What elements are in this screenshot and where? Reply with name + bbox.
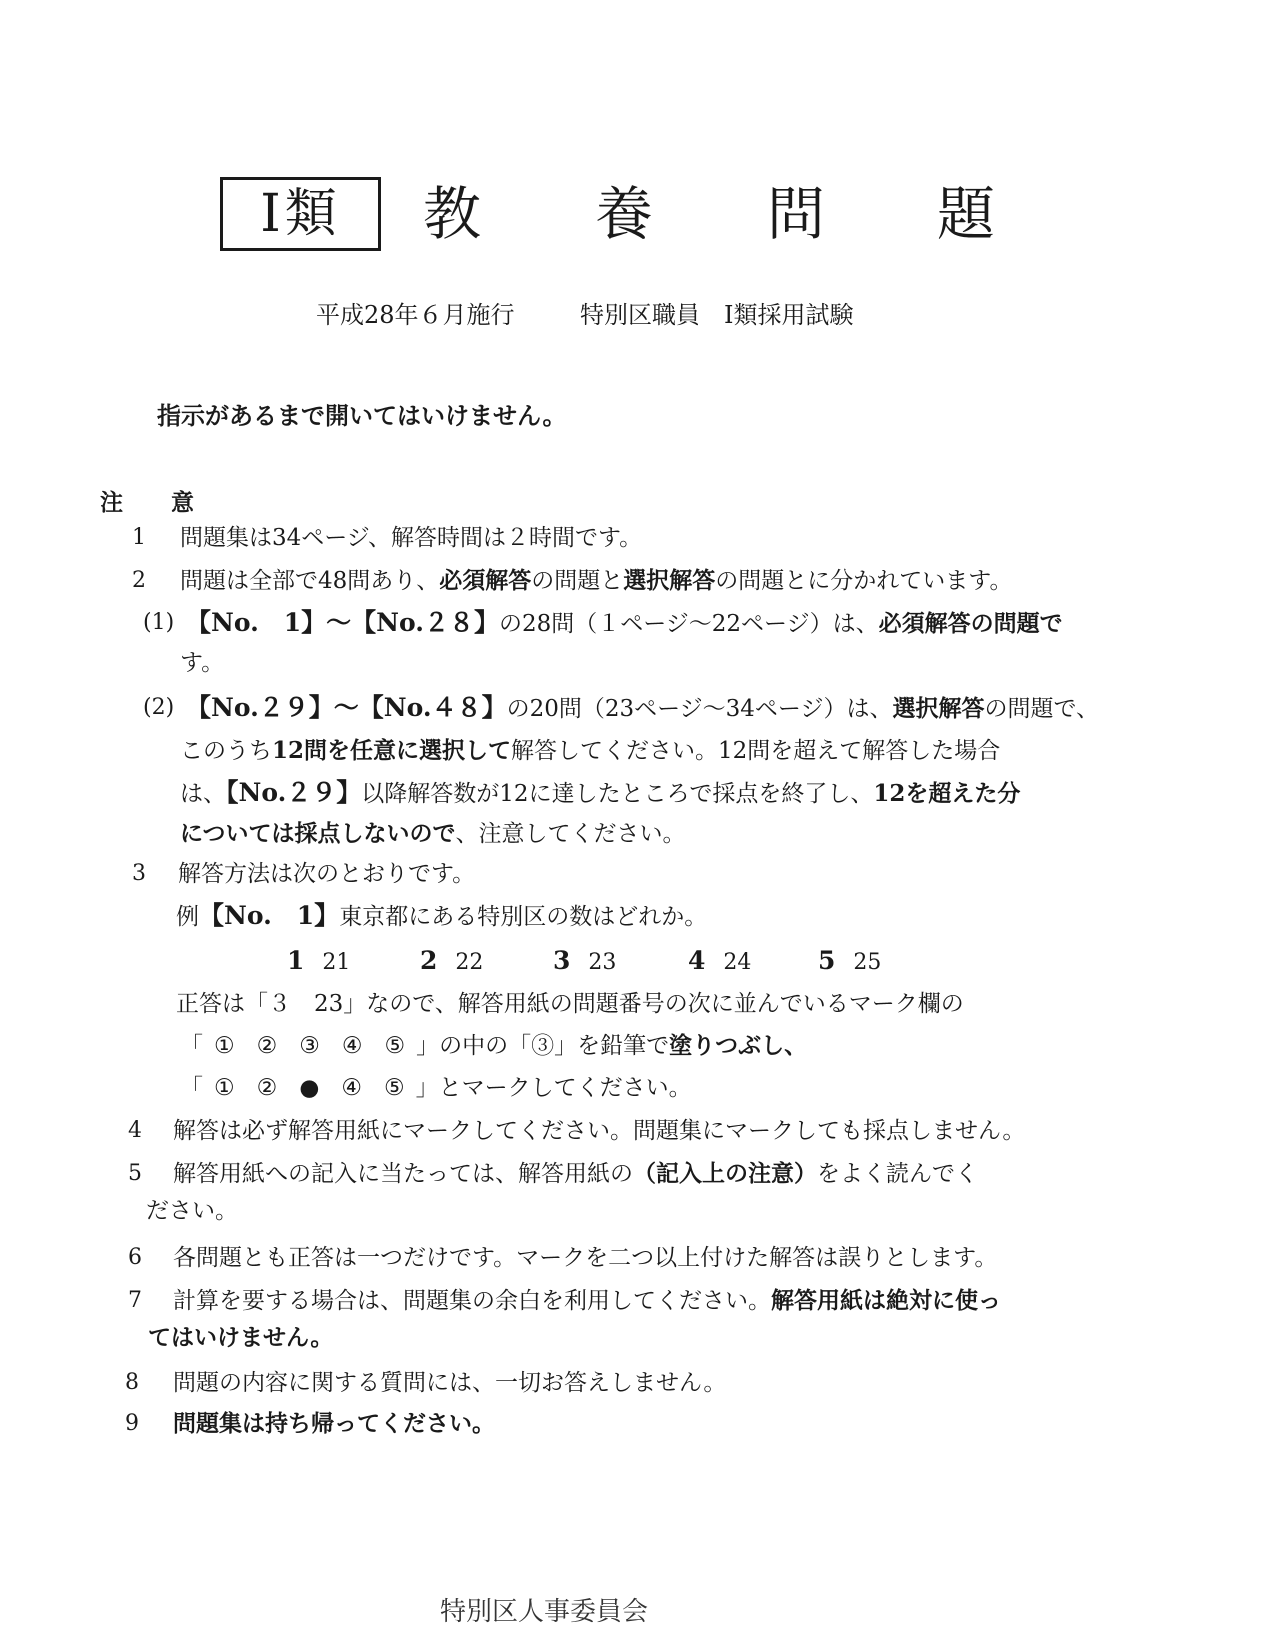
item-9-text: 問題集は持ち帰ってください。: [173, 1410, 495, 1437]
example-answer-explanation: 正答は「３ 23」なので、解答用紙の問題番号の次に並んでいるマーク欄の: [176, 991, 964, 1017]
item-1-text: 問題集は34ページ、解答時間は２時間です。: [180, 525, 643, 551]
open-warning: 指示があるまで開いてはいけません。: [157, 401, 567, 430]
subitem-1-line-1: 【No. 1】～【No.２８】の28問（１ページ～22ページ）は、必須解答の問題で: [186, 608, 1063, 637]
example-choice: 3 23: [553, 946, 617, 975]
item-3-text: 解答方法は次のとおりです。: [178, 861, 476, 887]
subitem-number: (2): [143, 695, 175, 720]
subitem-2-line-3: は、【No.２９】以降解答数が12に達したところで採点を終了し、12を超えた分: [180, 778, 1021, 807]
example-question: 例【No. 1】東京都にある特別区の数はどれか。: [176, 901, 708, 930]
item-number: 1: [132, 525, 146, 550]
subitem-2-line-2: このうち12問を任意に選択して解答してください。12問を超えて解答した場合: [180, 737, 1001, 764]
item-4-text: 解答は必ず解答用紙にマークしてください。問題集にマークしても採点しません。: [173, 1118, 1026, 1144]
subtitle-date: 平成28年６月施行: [316, 301, 515, 329]
item-5-line-2: ださい。: [146, 1198, 238, 1224]
item-8-text: 問題の内容に関する質問には、一切お答えしません。: [173, 1370, 727, 1396]
item-number: 2: [132, 568, 146, 593]
mark-example-2: 「 ① ② ● ④ ⑤ 」とマークしてください。: [180, 1075, 692, 1101]
item-6-text: 各問題とも正答は一つだけです。マークを二つ以上付けた解答は誤りとします。: [173, 1245, 998, 1271]
subtitle-exam: 特別区職員 Ⅰ類採用試験: [580, 301, 854, 329]
title-char-2: 養: [595, 180, 654, 248]
item-number: 8: [125, 1370, 139, 1395]
title-char-3: 問: [767, 180, 826, 248]
item-5-line-1: 解答用紙への記入に当たっては、解答用紙の（記入上の注意）をよく読んでく: [173, 1160, 978, 1187]
subitem-number: (1): [143, 610, 175, 635]
notes-heading: 注 意: [100, 489, 215, 516]
item-number: 5: [128, 1161, 142, 1186]
title-char-1: 教: [423, 180, 482, 248]
title-boxed-label: Ⅰ類: [220, 177, 381, 251]
item-number: 9: [125, 1411, 139, 1436]
item-7-line-2: てはいけません。: [148, 1324, 334, 1351]
example-choice: 4 24: [688, 946, 752, 975]
mark-example-1: 「 ① ② ③ ④ ⑤ 」の中の「③」を鉛筆で塗りつぶし、: [180, 1032, 808, 1059]
subitem-2-line-4: については採点しないので、注意してください。: [180, 820, 686, 847]
example-choice: 1 21: [287, 946, 351, 975]
footer-issuer: 特別区人事委員会: [440, 1597, 649, 1627]
example-choice: 5 25: [818, 946, 882, 975]
example-choice: 2 22: [420, 946, 484, 975]
item-number: 6: [128, 1245, 142, 1270]
item-7-line-1: 計算を要する場合は、問題集の余白を利用してください。解答用紙は絶対に使っ: [173, 1287, 1001, 1314]
item-number: 7: [128, 1288, 142, 1313]
subitem-1-line-2: す。: [180, 650, 225, 676]
item-number: 3: [132, 861, 146, 886]
item-2-text: 問題は全部で48問あり、必須解答の問題と選択解答の問題とに分かれています。: [180, 567, 1013, 594]
title-char-4: 題: [937, 180, 996, 248]
item-number: 4: [128, 1118, 142, 1143]
subitem-2-line-1: 【No.２９】～【No.４８】の20問（23ページ～34ページ）は、選択解答の問題で、: [186, 693, 1100, 722]
